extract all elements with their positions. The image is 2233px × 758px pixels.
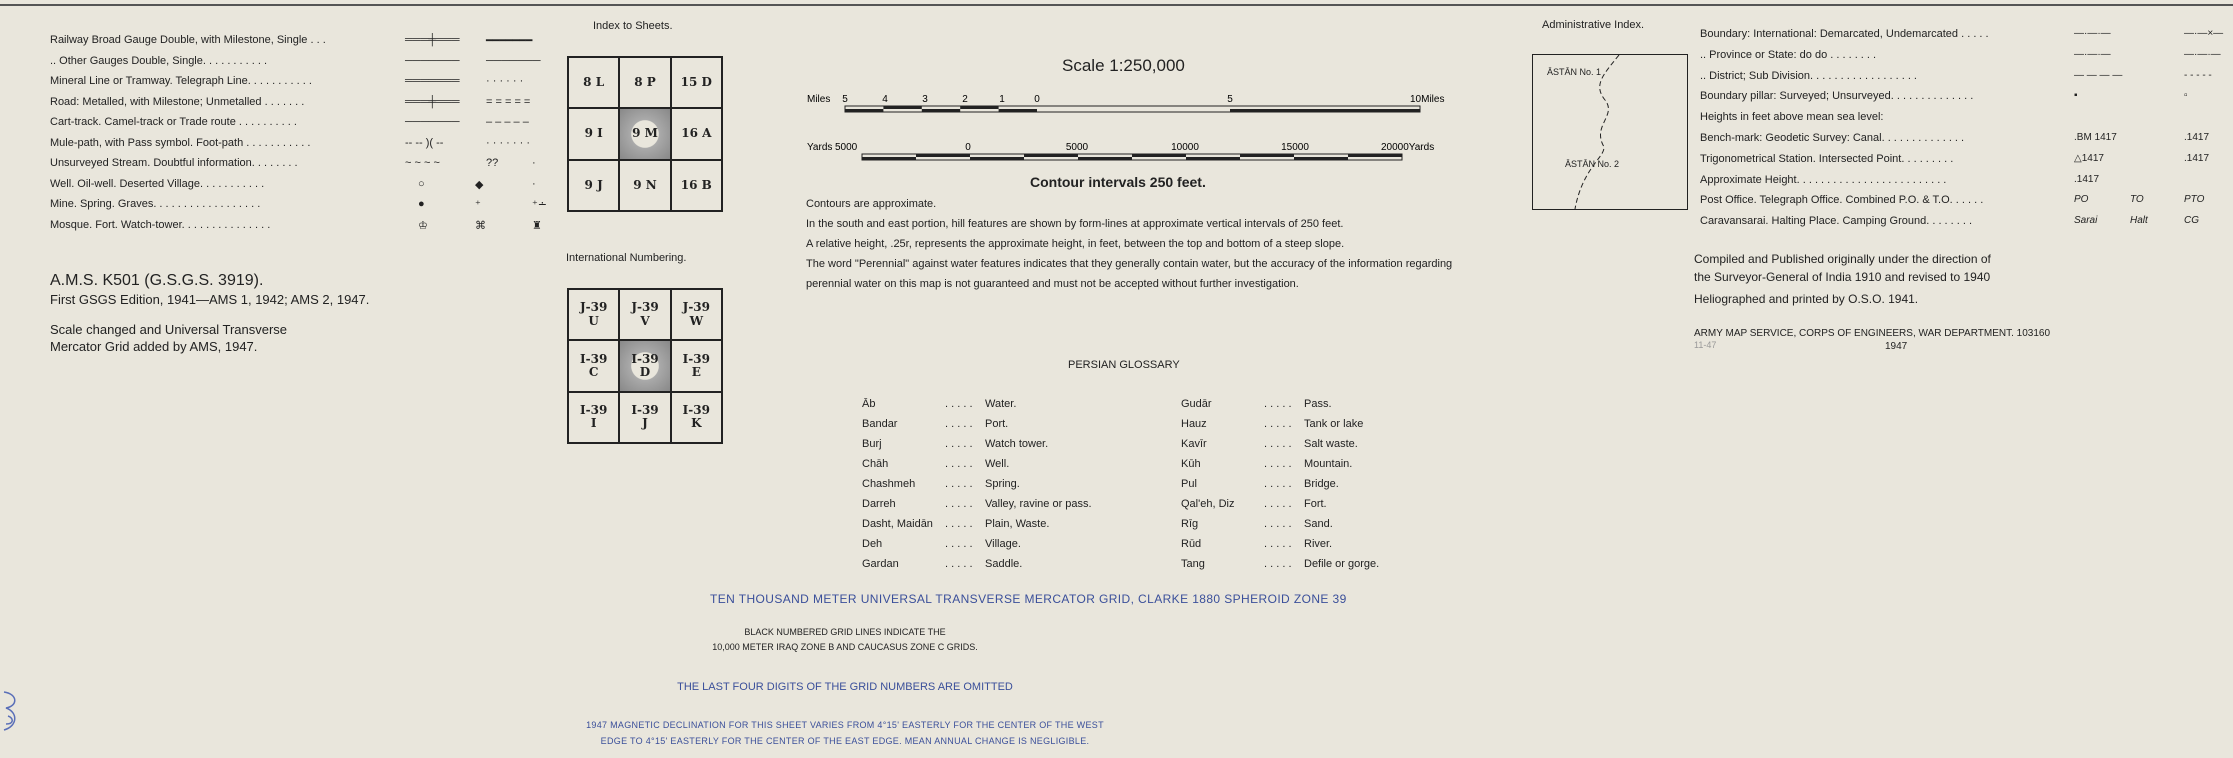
leader-dots: . . . . . [945,418,973,430]
boundary-legend-row [1700,90,2188,103]
yards-tick-label: 15000 [1281,142,1309,153]
glossary-term: Kūh [1181,458,1201,470]
boundary-legend-row [1700,152,2210,165]
legend-symbol-icon: = = = = = [486,95,531,108]
legend-symbol-icon: ♔ [418,219,428,232]
boundary-symbol-icon: ▫ [2184,90,2188,102]
miles-tick-label: 1 [999,94,1005,105]
yards-end-label: 20000Yards [1381,142,1435,153]
legend-label: Mosque. Fort. Watch-tower. . . . . . . . . . . . . . . [50,218,271,231]
glossary-definition: Valley, ravine or pass. [985,498,1092,510]
yards-segment [1132,154,1186,157]
utm-grid-note: TEN THOUSAND METER UNIVERSAL TRANSVERSE MERCATOR GRID, CLARKE 1880 SPHEROID ZONE 39 [710,592,1347,606]
legend-symbol-icon: ━━━━━━━ [486,35,533,47]
legend-row [50,177,536,191]
legend-symbol-icon: · · · · · · [486,75,524,87]
note-paragraph: The word "Perennial" against water features indicates that they generally contain water, but the accuracy of the information regarding perennial water on this map is not guaranteed and must not be accepted without further investigation. [806,258,1453,290]
glossary-term: Dasht, Maidān [862,518,933,530]
grid-cell: J-39 U [568,289,619,340]
miles-segment [883,106,921,109]
astan-2-label: ĀSTĀN No. 2 [1565,159,1620,169]
legend-symbol-icon: · [532,177,536,190]
admin-index-box [1532,54,1688,210]
glossary-definition: Well. [985,458,1010,470]
glossary-definition: Fort. [1304,498,1327,510]
glossary-term: Darreh [862,498,896,510]
boundary-legend-label: Caravansarai. Halting Place. Camping Ground. . . . . . . . [1700,215,1973,228]
legend-symbol-icon: ◆ [475,178,484,191]
glossary-definition: Bridge. [1304,478,1339,490]
miles-segment [922,109,960,112]
miles-tick-label: 2 [962,94,968,105]
edition-note-2: Mercator Grid added by AMS, 1947. [50,339,258,354]
boundary-legend-label: Bench-mark: Geodetic Survey: Canal. . . . . . . . . . . . . . [1700,132,1965,144]
legend-label: Cart-track. Camel-track or Trade route . . . . . . . . . . [50,116,297,128]
legend-symbol-icon: ─────── [486,54,541,67]
boundary-symbol-icon: CG [2184,215,2199,227]
leader-dots: . . . . . [1264,458,1292,470]
legend-symbol-icon: ● [418,198,425,210]
leader-dots: . . . . . [1264,478,1292,490]
leader-dots: . . . . . [1264,498,1292,510]
yards-segment [1078,157,1132,160]
glossary-definition: Sand. [1304,518,1333,530]
legend-label: Unsurveyed Stream. Doubtful information. . . . . . . . [50,157,298,169]
edition-title: A.M.S. K501 (G.S.G.S. 3919). [50,272,264,289]
glossary-term: Chashmeh [862,478,916,490]
glossary-definition: Spring. [985,478,1020,490]
boundary-symbol-icon: .1417 [2184,132,2210,143]
yards-segment [1240,154,1294,157]
index-sheets-grid [567,56,723,212]
boundary-legend-label: Post Office. Telegraph Office. Combined P.O. & T.O. . . . . . [1700,194,1984,207]
grid-cell: I-39 D [619,340,670,391]
contour-interval: Contour intervals 250 feet. [1030,174,1206,190]
glossary-definition: Water. [985,398,1017,410]
miles-tick-label: 5 [842,94,848,105]
yards-tick-label: 5000 [1065,142,1089,153]
legend-symbol-icon: · [532,157,536,169]
index-sheets-title: Index to Sheets. [593,20,673,32]
leader-dots: . . . . . [1264,538,1292,550]
boundary-legend-row [1700,132,2210,144]
boundary-legend-row [1700,28,2224,40]
legend-symbol-icon: ═══╪═══ [405,34,460,46]
yards-segment [1024,154,1078,157]
grid-cell: 16 B [671,160,722,211]
glossary-term: Pul [1181,478,1197,490]
grid-cell: J-39 V [619,289,670,340]
yards-segment [1348,154,1402,157]
boundary-symbol-icon: .BM 1417 [2074,132,2117,143]
grid-cell: 8 L [568,57,619,108]
grid-cell: J-39 W [671,289,722,340]
grid-cell: 8 P [619,57,670,108]
legend-label: Mine. Spring. Graves. . . . . . . . . . . . . . . . . . [50,198,261,210]
legend-row [50,136,530,149]
yards-segment [862,157,916,160]
leader-dots: . . . . . [1264,418,1292,430]
legend-symbol-icon: ~ ~ ~ ~ [405,157,440,169]
yards-segment [916,154,970,157]
grid-lines-note-1: BLACK NUMBERED GRID LINES INDICATE THE [744,627,946,637]
miles-segment [1230,109,1420,112]
intl-numbering-title: International Numbering. [566,252,687,264]
glossary-definition: Watch tower. [985,438,1049,450]
boundary-symbol-icon: △1417 [2074,152,2104,164]
legend-symbol-icon: -- -- )( -- [405,136,444,149]
legend-label: Railway Broad Gauge Double, with Milestone, Single . . . [50,34,326,46]
glossary-term: Bandar [862,418,898,430]
miles-segment [845,109,883,112]
scale-title: Scale 1:250,000 [1062,56,1185,75]
glossary-term: Tang [1181,558,1205,570]
legend-symbol-icon: ⌘ [475,219,486,232]
grid-lines-note-2: 10,000 METER IRAQ ZONE B AND CAUCASUS ZONE C GRIDS. [712,642,978,652]
glossary-term: Deh [862,538,883,550]
grid-cell: 9 M [619,108,670,159]
note-paragraph: Contours are approximate. [806,198,937,210]
legend-row [50,95,531,108]
boundary-legend-row [1700,173,2100,186]
leader-dots: . . . . . [1264,558,1292,570]
magnetic-declination-1: 1947 MAGNETIC DECLINATION FOR THIS SHEET VARIES FROM 4°15' EASTERLY FOR THE CENTER OF THE WEST [586,720,1104,730]
leader-dots: . . . . . [945,398,973,410]
yards-start-label: 5000 [835,142,858,153]
edition-note-1: Scale changed and Universal Transverse [50,322,288,337]
grid-cell: 9 J [568,160,619,211]
grid-cell: 15 D [671,57,722,108]
glossary-term: Qal'eh, Diz [1181,498,1235,510]
legend-row [50,198,548,211]
leader-dots: . . . . . [945,458,973,470]
boundary-symbol-icon: —·—·— [2074,28,2111,39]
legend-symbol-icon: ═══════ [405,75,460,87]
legend-row [50,218,542,232]
miles-segment [999,109,1037,112]
ams-credit: ARMY MAP SERVICE, CORPS OF ENGINEERS, WAR DEPARTMENT. 103160 [1694,328,2051,339]
legend-row [50,34,533,47]
compiled-line-2: the Surveyor-General of India 1910 and revised to 1940 [1694,270,1991,284]
glossary-term: Burj [862,438,882,450]
boundary-symbol-icon: PTO [2184,194,2205,206]
legend-label: .. Other Gauges Double, Single. . . . . . . . . . . [50,54,268,67]
grid-cell: I-39 E [671,340,722,391]
grid-cell: I-39 K [671,392,722,443]
boundary-legend-label: .. District; Sub Division. . . . . . . . . . . . . . . . . . [1700,69,1917,82]
boundary-symbol-icon: —·—×— [2184,28,2224,39]
glossary-term: Chāh [862,458,889,470]
boundary-symbol-icon: - - - - - [2184,69,2212,81]
scale-bars [805,88,1465,168]
legend-symbol-icon: · · · · · · · [486,136,530,149]
boundary-symbol-icon: —·—·— [2184,48,2221,60]
blue-mark-icon [0,686,24,742]
admin-boundary-line [1533,55,1687,209]
glossary-term: Gardan [862,558,899,570]
legend-symbol-icon: ○ [418,177,425,190]
grid-cell: I-39 I [568,392,619,443]
note-paragraph: In the south and east portion, hill features are shown by form-lines at approximate vertical intervals of 250 feet. [806,218,1344,230]
glossary-definition: Salt waste. [1304,438,1358,450]
legend-symbol-icon: – – – – – [486,116,529,128]
boundary-legend-row [1700,215,2199,228]
leader-dots: . . . . . [1264,518,1292,530]
boundary-symbol-icon: Sarai [2074,215,2098,227]
yards-label: Yards [807,142,833,153]
yards-segment [1186,157,1240,160]
astan-1-label: ĀSTĀN No. 1 [1547,67,1602,77]
legend-symbol-icon: ⁺ [475,199,481,211]
boundary-legend-label: Boundary pillar: Surveyed; Unsurveyed. . . . . . . . . . . . . . [1700,90,1974,103]
boundary-symbol-icon: .1417 [2074,173,2100,185]
boundary-legend-label: Trigonometrical Station. Intersected Point. . . . . . . . . [1700,152,1954,165]
glossary-definition: Village. [985,538,1021,550]
glossary-definition: River. [1304,538,1333,550]
yards-tick-label: 0 [965,142,971,153]
glossary-term: Gudār [1181,398,1212,410]
leader-dots: . . . . . [1264,398,1292,410]
boundary-legend-row [1700,69,2212,82]
glossary-definition: Mountain. [1304,458,1353,470]
leader-dots: . . . . . [945,518,973,530]
compiled-line-3: Heliographed and printed by O.S.O. 1941. [1694,292,1919,306]
grid-cell: I-39 J [619,392,670,443]
glossary-definition: Pass. [1304,398,1332,410]
leader-dots: . . . . . [945,438,973,450]
boundary-legend-row [1700,194,2205,207]
intl-numbering-grid [567,288,723,444]
yards-segment [1294,157,1348,160]
yards-tick-label: 10000 [1171,142,1199,153]
glossary-title: PERSIAN GLOSSARY [1068,359,1180,371]
legend-row [50,116,529,128]
legend-symbol-icon: ─────── [405,54,460,67]
boundary-symbol-icon: ▪ [2074,90,2078,102]
grid-cell: 9 I [568,108,619,159]
top-border-line [0,4,2233,6]
glossary-definition: Defile or gorge. [1304,558,1380,570]
leader-dots: . . . . . [945,558,973,570]
glossary-term: Hauz [1181,418,1207,430]
glossary-definition: Port. [985,418,1009,430]
miles-ticks [842,94,1444,105]
ams-year: 1947 [1885,341,1908,352]
glossary-term: Rūd [1181,538,1202,550]
note-paragraph: A relative height, .25r, represents the approximate height, in feet, between the top and bottom of a steep slope. [806,238,1345,250]
boundary-symbol-icon: Halt [2130,215,2148,227]
glossary-term: Āb [862,398,876,410]
leader-dots: . . . . . [945,498,973,510]
magnetic-declination-2: EDGE TO 4°15' EASTERLY FOR THE CENTER OF THE EAST EDGE. MEAN ANNUAL CHANGE IS NEGLIGIBLE. [600,736,1090,746]
legend-symbol-icon: ─────── [405,116,460,128]
boundary-symbol-icon: .1417 [2184,152,2210,164]
boundary-symbol-icon: — — — — [2074,69,2123,81]
grid-cell: 9 N [619,160,670,211]
miles-end-label: 10Miles [1410,94,1445,105]
boundary-symbol-icon: TO [2130,194,2144,206]
leader-dots: . . . . . [945,538,973,550]
legend-label: Mule-path, with Pass symbol. Foot-path . . . . . . . . . . . [50,136,311,149]
miles-tick-label: 5 [1227,94,1233,105]
legend-symbol-icon: ═══╪═══ [405,95,460,108]
edition-history: First GSGS Edition, 1941—AMS 1, 1942; AMS 2, 1947. [50,292,370,307]
miles-tick-label: 4 [882,94,888,105]
boundary-legend-row [1700,111,1883,123]
glossary-definition: Saddle. [985,558,1023,570]
boundary-legend-label: .. Province or State: do do . . . . . . . . [1700,48,1877,61]
boundary-legend-label: Approximate Height. . . . . . . . . . . . . . . . . . . . . . . . . [1700,173,1947,186]
legend-symbol-icon: ?? [486,157,499,169]
glossary-definition: Tank or lake [1304,418,1364,430]
legend-symbol-icon: ♜ [532,219,542,232]
compiled-line-1: Compiled and Published originally under the direction of [1694,252,1991,266]
legend-symbol-icon: ⁺∸ [532,199,548,211]
boundary-legend-row [1700,48,2221,61]
leader-dots: . . . . . [1264,438,1292,450]
miles-label: Miles [807,94,831,105]
admin-index-title: Administrative Index. [1542,19,1645,31]
glossary-term: Kavīr [1181,438,1207,450]
boundary-symbol-icon: —·—·— [2074,48,2111,60]
boundary-legend-label: Boundary: International: Demarcated, Undemarcated . . . . . [1700,28,1989,40]
boundary-symbol-icon: PO [2074,194,2089,206]
print-stamp: 11-47 [1694,340,1717,350]
legend-label: Mineral Line or Tramway. Telegraph Line. . . . . . . . . . . [50,75,312,87]
glossary-term: Rīg [1181,518,1199,530]
grid-digits-note: THE LAST FOUR DIGITS OF THE GRID NUMBERS ARE OMITTED [677,681,1013,693]
grid-cell: I-39 C [568,340,619,391]
leader-dots: . . . . . [945,478,973,490]
miles-tick-label: 0 [1034,94,1040,105]
map-notes [806,194,1472,294]
legend-row [50,54,541,67]
yards-ticks [835,142,1434,153]
miles-segment [960,106,998,109]
grid-cell: 16 A [671,108,722,159]
legend-label: Well. Oil-well. Deserted Village. . . . . . . . . . . [50,177,265,190]
legend-row [50,75,524,87]
glossary-definition: Plain, Waste. [985,518,1050,530]
boundary-legend-label: Heights in feet above mean sea level: [1700,111,1884,124]
miles-tick-label: 3 [922,94,928,105]
legend-row [50,157,536,169]
legend-label: Road: Metalled, with Milestone; Unmetalled . . . . . . . [50,95,305,108]
yards-segment [970,157,1024,160]
